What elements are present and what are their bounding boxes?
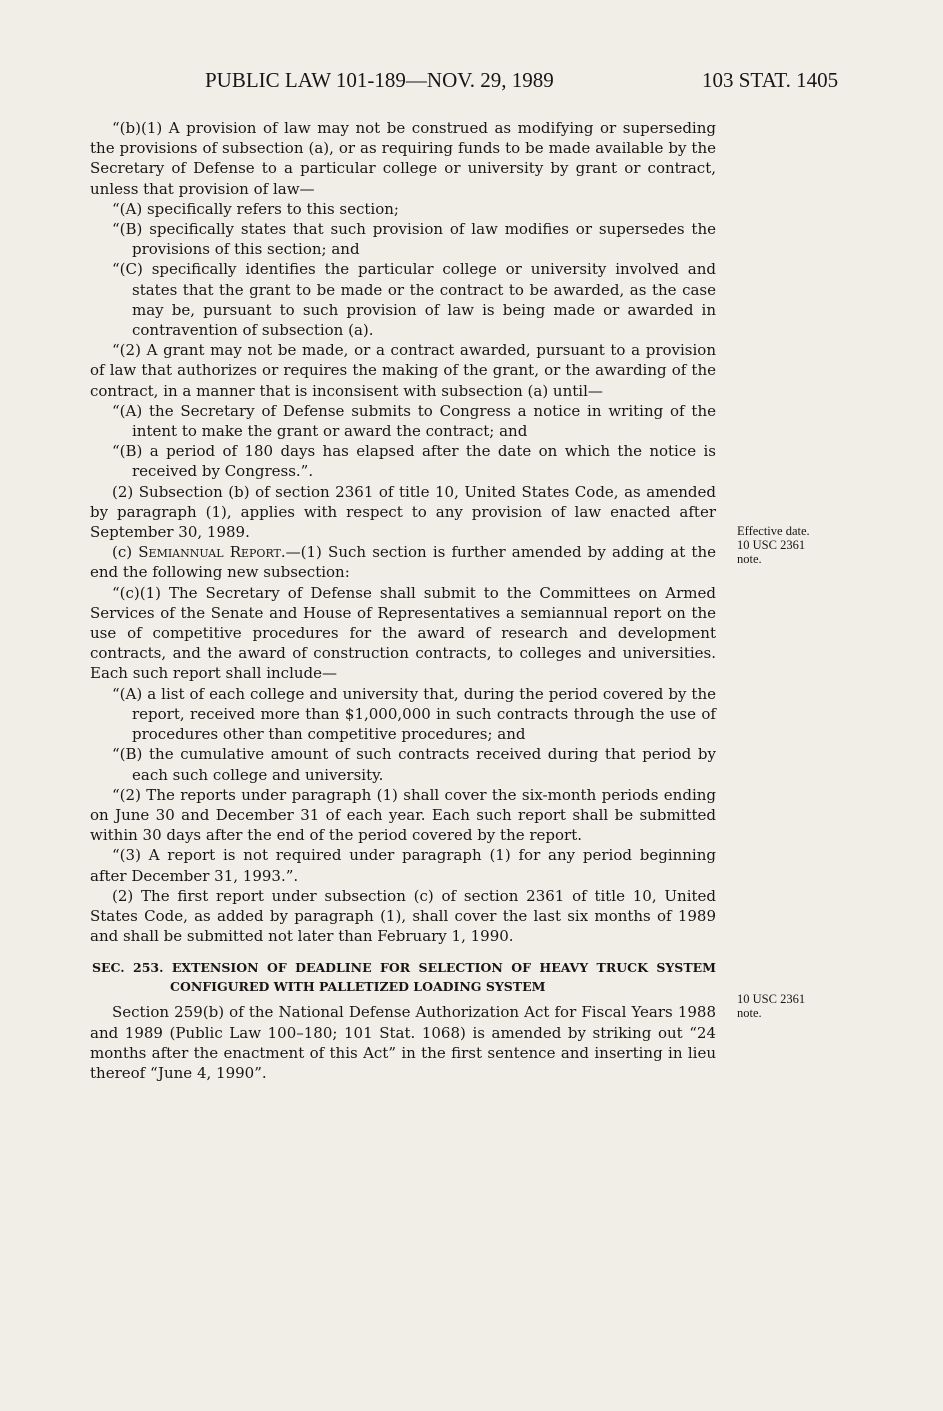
body-text (90, 118, 716, 1083)
paragraph-c2: “(2) The reports under paragraph (1) shall cover the six-month periods ending on June 30 and December 31 of each year. Each such report shall be submitted within 30 days after the end of the period covered by the report. (90, 785, 716, 845)
clause-c1-b: “(B) the cumulative amount of such contracts received during that period by each such college and university. (112, 745, 716, 784)
semiannual-report-paragraph (90, 542, 716, 582)
paragraph-b2: “(2) A grant may not be made, or a contract awarded, pursuant to a provision of law that authorizes or requires the making of the grant, or the awarding of the contract, in a manner that is inconsisent with subsection (a) until— (90, 341, 716, 400)
margin-note-line: note. (737, 552, 762, 566)
clause-b1-c: “(C) specifically identifies the particular college or university involved and states that the grant to be made or the contract to be awarded, as the case may be, pursuant to such provision of law is being made or awarded in contravention of subsection (a). (112, 260, 716, 340)
paragraph-c3: “(3) A report is not required under paragraph (1) for any period beginning after December 31, 1993.”. (90, 846, 716, 885)
paragraph-b1: “(b)(1) A provision of law may not be construed as modifying or superseding the provisions of subsection (a), or as requiring funds to be made available by the Secretary of Defense to a particular college or university by grant or contract, unless that provision of law— (90, 119, 716, 198)
semiannual-report-heading: Semiannual Report. (138, 543, 286, 562)
paragraph-c1: “(c)(1) The Secretary of Defense shall submit to the Committees on Armed Services of the Senate and House of Representatives a semiannual report on the use of competitive procedures for the award of research and development contracts, and the award of construction contracts, to colleges and universities. Each such report shall include— (90, 583, 716, 683)
clause-b1-b: “(B) specifically states that such provision of law modifies or supersedes the provisions of this section; and (112, 220, 716, 259)
clause-b2-b: “(B) a period of 180 days has elapsed after the date on which the notice is received by Congress.”. (112, 442, 716, 481)
running-header (0, 68, 943, 98)
subsection-label: (c) (112, 543, 139, 562)
first-report-paragraph: (2) The first report under subsection (c) of section 2361 of title 10, United States Code, as added by paragraph (1), shall cover the last six months of 1989 and shall be submitted not later than February 1, 1990. (90, 886, 716, 946)
margin-note-effective-date (737, 524, 857, 566)
statute-page-number: 103 STAT. 1405 (702, 68, 839, 92)
clause-c1-a: “(A) a list of each college and university that, during the period covered by the report, received more than $1,000,000 in such contracts through the use of procedures other than competitive procedures; and (112, 684, 716, 744)
semiannual-report-text: —(1) Such section is further amended by adding at the end the following new subsection: (90, 543, 717, 582)
margin-note-line: 10 USC 2361 (737, 538, 806, 552)
margin-note-line: note. (737, 1006, 762, 1020)
effective-date-paragraph: (2) Subsection (b) of section 2361 of title 10, United States Code, as amended by paragraph (1), applies with respect to any provision of law enacted after September 30, 1989. (90, 482, 716, 542)
margin-note-usc (737, 992, 857, 1020)
law-title: PUBLIC LAW 101-189—NOV. 29, 1989 (205, 68, 554, 92)
section-253-heading: SEC. 253. EXTENSION OF DEADLINE FOR SELECTION OF HEAVY TRUCK SYSTEM CONFIGURED WITH PALLETIZED LOADING SYSTEM (92, 960, 716, 995)
section-253-text: Section 259(b) of the National Defense Authorization Act for Fiscal Years 1988 and 1989 (Public Law 100–180; 101 Stat. 1068) is amended by striking out “24 months after the enactment of this Act” in the first sentence and inserting in lieu thereof “June 4, 1990”. (90, 1003, 716, 1082)
clause-b2-a: “(A) the Secretary of Defense submits to Congress a notice in writing of the intent to make the grant or award the contract; and (112, 401, 716, 441)
margin-note-line: 10 USC 2361 (737, 992, 806, 1006)
clause-b1-a: “(A) specifically refers to this section; (112, 199, 399, 218)
margin-note-line: Effective date. (737, 524, 810, 538)
